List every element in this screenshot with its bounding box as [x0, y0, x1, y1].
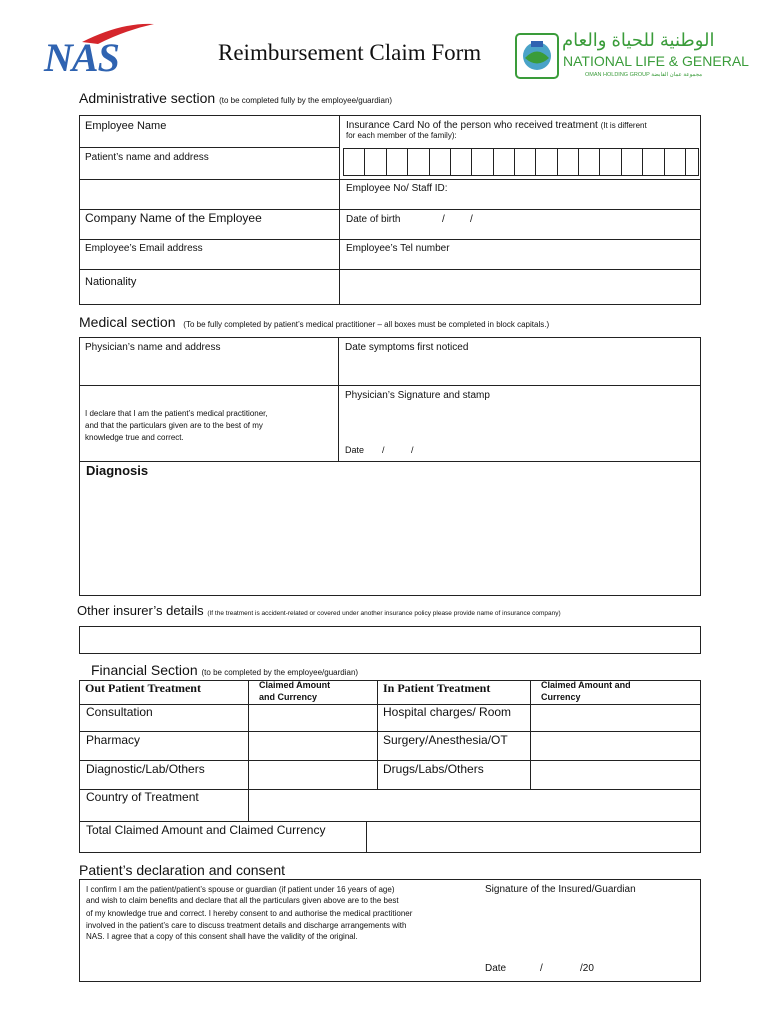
physician-signature-field[interactable]: Physician’s Signature and stamp [345, 390, 490, 401]
admin-table [79, 115, 701, 305]
diagnostic-row: Diagnostic/Lab/Others [86, 762, 205, 776]
financial-title: Financial Section [91, 662, 198, 678]
nas-logo-text: NAS [44, 35, 119, 80]
medical-table [79, 337, 701, 596]
physician-declaration-1: I declare that I am the patient’s medical practitioner, [85, 409, 268, 418]
consent-date-year: /20 [580, 963, 594, 974]
physician-date-field[interactable]: Date [345, 445, 365, 455]
drugs-amount-input[interactable] [532, 762, 700, 788]
drugs-row: Drugs/Labs/Others [383, 762, 484, 776]
employee-name-field[interactable]: Employee Name [85, 120, 167, 132]
nlg-logo [515, 33, 559, 79]
insurance-card-boxes[interactable] [343, 148, 699, 176]
nationality-field[interactable]: Nationality [85, 276, 137, 288]
consent-line-4: involved in the patient’s care to discuss treatment details and discharge arrangements with [86, 921, 407, 930]
consent-line-3: of my knowledge true and correct. I hereby consent to and authorise the medical practitioner [86, 909, 413, 918]
surgery-row: Surgery/Anesthesia/OT [383, 733, 508, 747]
in-patient-header: In Patient Treatment [383, 681, 491, 695]
physician-declaration-2: and that the particulars given are to the best of my [85, 421, 263, 430]
other-insurer-section-title [77, 603, 561, 618]
medical-title: Medical section [79, 314, 176, 330]
patient-name-field[interactable]: Patient’s name and address [85, 152, 209, 163]
other-insurer-note: (If the treatment is accident-related or covered under another insurance policy please provide name of insurance company) [207, 610, 561, 617]
consent-section-title: Patient’s declaration and consent [79, 862, 285, 878]
diagnosis-field[interactable]: Diagnosis [86, 463, 149, 478]
insurance-card-label: Insurance Card No of the person who received treatment (It is different [346, 120, 647, 131]
physician-name-field[interactable]: Physician’s name and address [85, 342, 221, 353]
other-insurer-field[interactable] [79, 626, 701, 654]
consent-date-field[interactable]: Date [485, 963, 507, 974]
consent-line-1: I confirm I am the patient/patient’s spouse or guardian (if patient under 16 years of age) [86, 885, 395, 894]
insurance-card-note: for each member of the family): [346, 131, 457, 140]
other-insurer-title: Other insurer’s details [77, 603, 204, 618]
financial-note: (to be completed by the employee/guardian) [201, 668, 359, 677]
medical-section-title [79, 314, 549, 330]
dob-slash-2: / [470, 214, 473, 225]
financial-section-title [91, 662, 358, 678]
dob-field[interactable]: Date of birth [346, 214, 401, 225]
employee-no-field[interactable]: Employee No/ Staff ID: [346, 183, 448, 194]
admin-section-title [79, 90, 392, 106]
consultation-amount-input[interactable] [250, 706, 376, 730]
consent-date-slash: / [540, 963, 543, 974]
claimed-amount-header-1: Claimed Amount [259, 680, 331, 690]
surgery-amount-input[interactable] [532, 733, 700, 759]
total-amount-input[interactable] [368, 823, 700, 852]
country-of-treatment-row: Country of Treatment [86, 790, 199, 804]
pharmacy-amount-input[interactable] [250, 733, 376, 759]
tel-field[interactable]: Employee’s Tel number [346, 243, 450, 254]
nlg-subtitle: OMAN HOLDING GROUP مجموعة عمان القابضة [585, 72, 703, 78]
dob-slash-1: / [442, 214, 445, 225]
claimed-amount-header-2: and Currency [259, 692, 318, 702]
nlg-english-name: NATIONAL LIFE & GENERAL [563, 53, 749, 69]
nas-logo [42, 22, 154, 78]
diagnostic-amount-input[interactable] [250, 762, 376, 788]
hospital-amount-input[interactable] [532, 706, 700, 730]
hospital-charges-row: Hospital charges/ Room [383, 705, 512, 719]
medical-note: (To be fully completed by patient’s medical practitioner – all boxes must be completed in block capitals.) [183, 320, 550, 329]
physician-date-slash-2: / [411, 445, 414, 455]
consultation-row: Consultation [86, 705, 153, 719]
pharmacy-row: Pharmacy [86, 733, 141, 747]
claimed-amount-header-3: Claimed Amount and [541, 680, 631, 690]
total-claimed-row: Total Claimed Amount and Claimed Currency [86, 823, 326, 837]
out-patient-header: Out Patient Treatment [85, 681, 201, 695]
country-input[interactable] [250, 791, 700, 820]
insured-signature-field[interactable]: Signature of the Insured/Guardian [485, 884, 636, 895]
consent-line-5: NAS. I agree that a copy of this consent shall have the validity of the original. [86, 932, 358, 941]
page-title: Reimbursement Claim Form [218, 40, 482, 65]
company-name-field[interactable]: Company Name of the Employee [85, 211, 262, 225]
date-symptoms-field[interactable]: Date symptoms first noticed [345, 342, 469, 353]
email-field[interactable]: Employee’s Email address [85, 243, 203, 254]
nlg-emblem-icon [515, 33, 559, 79]
nlg-arabic-name: الوطنية للحياة والعام [562, 30, 715, 50]
admin-note: (to be completed fully by the employee/guardian) [219, 96, 393, 105]
physician-declaration-3: knowledge true and correct. [85, 433, 184, 442]
claimed-amount-header-4: Currency [541, 692, 581, 702]
physician-date-slash-1: / [382, 445, 385, 455]
admin-title: Administrative section [79, 90, 216, 106]
consent-line-2: and wish to claim benefits and declare that all the particulars given above are to the best [86, 896, 399, 905]
